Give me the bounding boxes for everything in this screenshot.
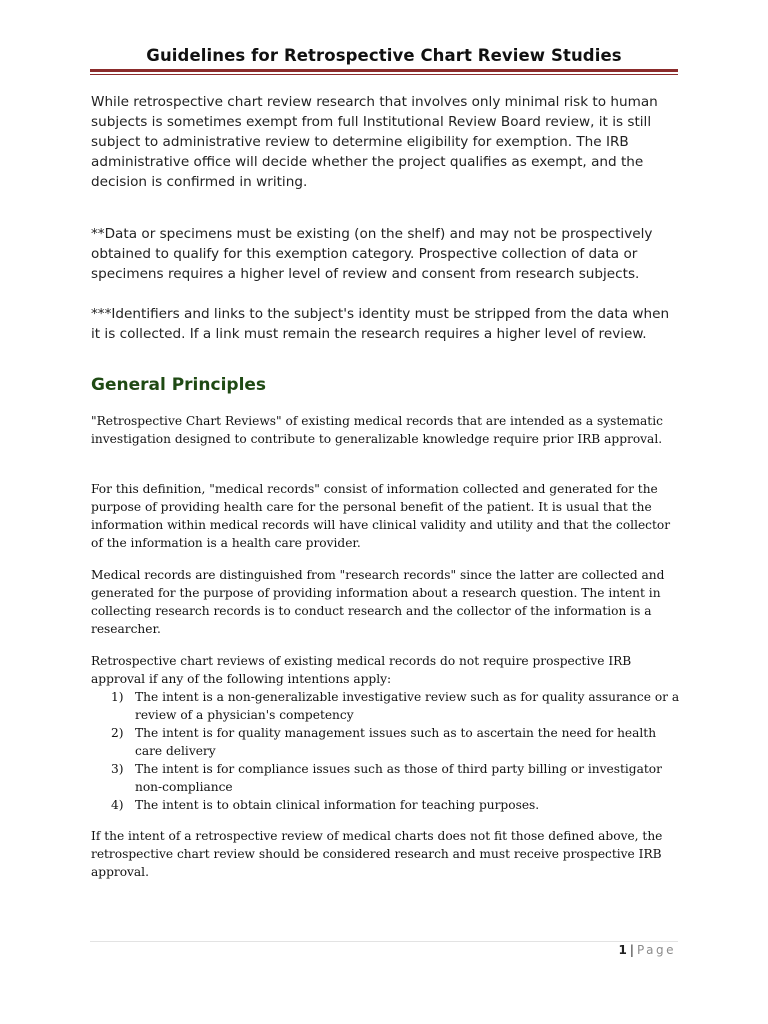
list-item-text: The intent is for quality management issues such as to ascertain the need for health care delivery xyxy=(135,726,657,758)
section-heading: General Principles xyxy=(91,375,267,395)
identifiers-note: ***Identifiers and links to the subject's identity must be stripped from the data when it is collected. If a link must remain the research requires a higher level of review. xyxy=(91,306,670,342)
paragraph-chart-reviews: "Retrospective Chart Reviews" of existing medical records that are intended as a systematic investigation designed to contribute to generalizable knowledge require prior IRB approval. xyxy=(91,414,663,446)
title-underline-thin xyxy=(90,74,678,75)
list-item-text: The intent is for compliance issues such as those of third party billing or investigator non-compliance xyxy=(135,762,662,794)
list-item-number: 1) xyxy=(111,690,124,704)
list-item xyxy=(91,796,681,814)
paragraph-conclusion: If the intent of a retrospective review of medical charts does not fit those defined above, the retrospective chart review should be considered research and must receive prospective IRB approval. xyxy=(91,829,663,879)
data-specimens-note: **Data or specimens must be existing (on the shelf) and may not be prospectively obtained to qualify for this exemption category. Prospective collection of data or specimens requires a higher level of review and consent from research subjects. xyxy=(91,226,653,282)
list-item-number: 3) xyxy=(111,762,124,776)
page-number: 1 xyxy=(618,943,627,957)
paragraph-medical-records-definition: For this definition, "medical records" consist of information collected and generated for the purpose of providing health care for the personal benefit of the patient. It is usual that the information within medical records will have clinical validity and utility and that the collector of the information is a health care provider. xyxy=(91,482,671,550)
document-title: Guidelines for Retrospective Chart Review Studies xyxy=(146,46,622,65)
footer-divider xyxy=(90,941,678,942)
list-item-text: The intent is to obtain clinical information for teaching purposes. xyxy=(135,798,540,812)
list-item xyxy=(91,724,681,760)
paragraph-intentions-intro: Retrospective chart reviews of existing medical records do not require prospective IRB approval if any of the following intentions apply: xyxy=(91,654,632,686)
footer-separator: | xyxy=(629,943,634,957)
paragraph-research-records: Medical records are distinguished from "research records" since the latter are collected and generated for the purpose of providing information about a research question. The intent in collecting research records is to conduct research and the collector of the information is a researcher. xyxy=(91,568,665,636)
intentions-list xyxy=(91,688,681,814)
intentions-section xyxy=(91,652,681,814)
intro-paragraph: While retrospective chart review research that involves only minimal risk to human subjects is sometimes exempt from full Institutional Review Board review, it is still subject to administrative review to determine eligibility for exemption. The IRB administrative office will decide whether the project qualifies as exempt, and the decision is confirmed in writing. xyxy=(91,94,658,190)
list-item-text: The intent is a non-generalizable investigative review such as for quality assurance or a review of a physician's competency xyxy=(135,690,680,722)
list-item xyxy=(91,760,681,796)
page-footer xyxy=(619,943,676,957)
title-underline-thick xyxy=(90,69,678,72)
page-label: Page xyxy=(636,943,676,957)
list-item xyxy=(91,688,681,724)
list-item-number: 4) xyxy=(111,798,124,812)
list-item-number: 2) xyxy=(111,726,124,740)
